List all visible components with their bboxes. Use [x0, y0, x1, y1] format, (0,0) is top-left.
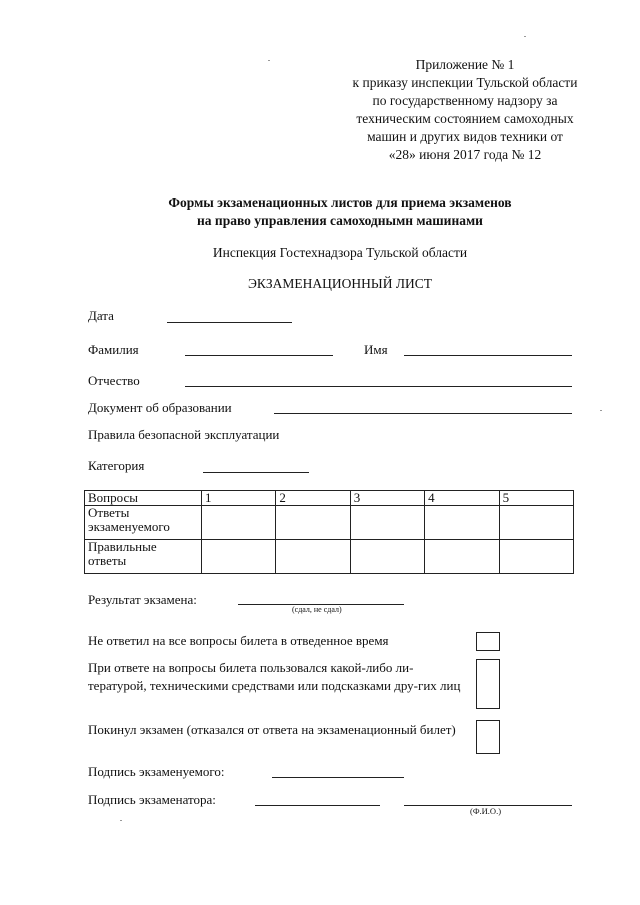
- check-box-3[interactable]: [476, 720, 500, 754]
- examinee-signature-field[interactable]: [272, 777, 404, 778]
- scan-speck: [268, 60, 270, 61]
- correct-answer-cell[interactable]: [499, 540, 573, 574]
- date-label: Дата: [88, 308, 114, 323]
- examiner-signature-label: Подпись экзаменатора:: [88, 792, 216, 807]
- row-label: [85, 540, 202, 574]
- check-box-1[interactable]: [476, 632, 500, 651]
- name-label: Имя: [364, 342, 388, 357]
- table-header-cell: 4: [425, 491, 499, 506]
- surname-label: Фамилия: [88, 342, 139, 357]
- appendix-block: [300, 56, 630, 164]
- check-text-3: Покинул экзамен (отказался от ответа на экзаменационный билет): [88, 722, 456, 737]
- answer-cell[interactable]: [425, 506, 499, 540]
- answer-cell[interactable]: [202, 506, 276, 540]
- result-hint: (сдал, не сдал): [292, 605, 342, 614]
- appendix-line: по государственному надзору за: [372, 93, 558, 108]
- title-line-2: на право управления самоходнымн машинами: [197, 213, 483, 228]
- check-text-1: Не ответил на все вопросы билета в отведенное время: [88, 633, 389, 648]
- check-box-2[interactable]: [476, 659, 500, 709]
- scan-speck: [600, 410, 602, 411]
- correct-answer-cell[interactable]: [202, 540, 276, 574]
- table-header-cell: 5: [499, 491, 573, 506]
- answer-cell[interactable]: [350, 506, 424, 540]
- answers-table: [84, 490, 574, 574]
- education-doc-field[interactable]: [274, 413, 572, 414]
- fio-hint: (Ф.И.О.): [470, 806, 502, 816]
- table-row: [85, 540, 574, 574]
- result-label: Результат экзамена:: [88, 592, 197, 607]
- patronymic-label: Отчество: [88, 373, 140, 388]
- correct-answer-cell[interactable]: [350, 540, 424, 574]
- table-header-cell: 1: [202, 491, 276, 506]
- examiner-signature-field[interactable]: [255, 805, 380, 806]
- appendix-line: Приложение № 1: [415, 57, 515, 72]
- date-field[interactable]: [167, 322, 292, 323]
- inspection-name: Инспекция Гостехнадзора Тульской области: [212, 245, 468, 260]
- name-field[interactable]: [404, 355, 572, 356]
- answer-cell[interactable]: [276, 506, 350, 540]
- sheet-title: ЭКЗАМЕНАЦИОННЫЙ ЛИСТ: [248, 276, 432, 291]
- row-label-line: ответы: [88, 553, 127, 568]
- row-label-line: Ответы: [88, 505, 130, 520]
- row-label: [85, 506, 202, 540]
- category-label: Категория: [88, 458, 145, 473]
- row-label-line: экзаменуемого: [88, 519, 170, 534]
- correct-answer-cell[interactable]: [425, 540, 499, 574]
- table-row: [85, 506, 574, 540]
- scan-speck: [120, 820, 122, 821]
- answer-cell[interactable]: [499, 506, 573, 540]
- row-label-line: Правильные: [88, 539, 157, 554]
- table-header-label: Вопросы: [85, 491, 202, 506]
- examinee-signature-label: Подпись экзаменуемого:: [88, 764, 225, 779]
- table-header-cell: 3: [350, 491, 424, 506]
- scan-speck: [524, 36, 526, 37]
- correct-answer-cell[interactable]: [276, 540, 350, 574]
- table-header-cell: 2: [276, 491, 350, 506]
- table-header-row: [85, 491, 574, 506]
- document-title: [90, 194, 590, 230]
- surname-field[interactable]: [185, 355, 333, 356]
- appendix-line: к приказу инспекции Тульской области: [352, 75, 578, 90]
- title-line-1: Формы экзаменационных листов для приема экзаменов: [168, 195, 512, 210]
- patronymic-field[interactable]: [185, 386, 572, 387]
- appendix-line: машин и других видов техники от: [367, 129, 563, 144]
- appendix-line: «28» июня 2017 года № 12: [388, 147, 542, 162]
- education-doc-label: Документ об образовании: [88, 400, 232, 415]
- appendix-line: техническим состоянием самоходных: [356, 111, 574, 126]
- category-field[interactable]: [203, 472, 309, 473]
- check-text-2: При ответе на вопросы билета пользовался какой-либо ли-тературой, техническими средствами или подсказками дру-гих лиц: [88, 660, 461, 693]
- safety-rules-label: Правила безопасной эксплуатации: [88, 427, 280, 442]
